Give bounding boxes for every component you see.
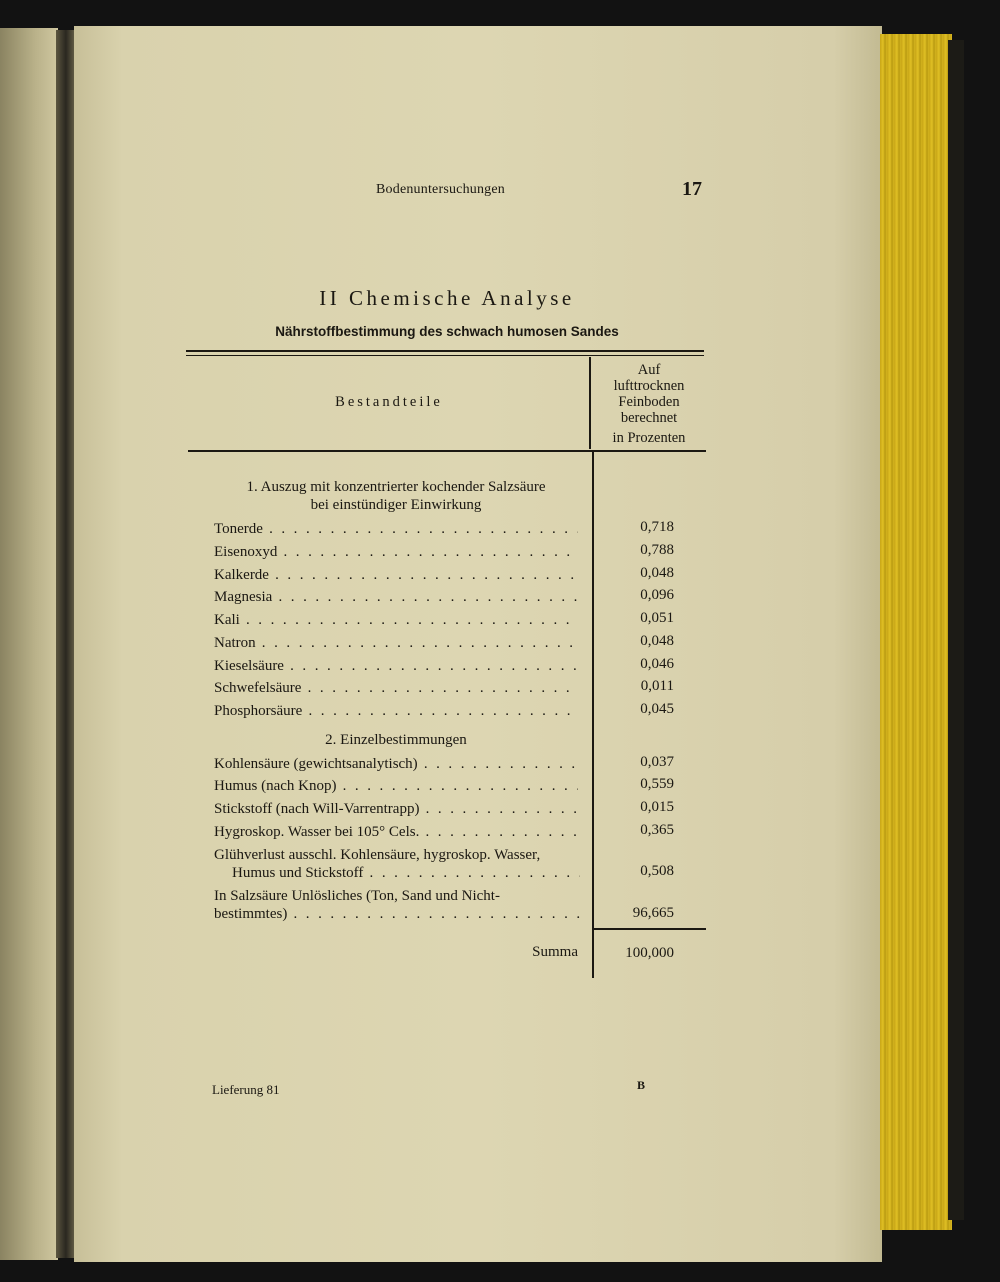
page-number: 17 <box>682 178 702 200</box>
total-label: Summa <box>532 944 578 960</box>
gilt-page-edges <box>880 34 952 1230</box>
page-title: II Chemische Analyse <box>319 286 575 310</box>
table-top-rule-thin <box>186 355 704 356</box>
footer-signature-mark: B <box>637 1078 646 1092</box>
table-row-label: Magnesia . . . <box>214 588 578 606</box>
table-row-label: Kalkerde . . . <box>214 566 578 584</box>
section-heading-line: bei einstündiger Einwirkung <box>310 497 482 513</box>
header-bottom-rule <box>188 450 706 452</box>
table-row-label: Kohlensäure (gewichtsanalytisch) . . . <box>214 755 578 773</box>
table-row-value: 0,011 <box>640 678 674 694</box>
table-row-value: 0,559 <box>640 776 674 792</box>
body-column-divider <box>592 452 594 978</box>
table-row-label: Humus (nach Knop) . . . <box>214 777 578 795</box>
table-row-value: 96,665 <box>632 905 674 921</box>
table-row-label: Stickstoff (nach Will-Varrentrapp) . . . <box>214 800 578 818</box>
section-heading-2: 2. Einzelbestimmungen <box>325 732 467 748</box>
table-row-value: 0,015 <box>640 799 674 815</box>
running-head: Bodenuntersuchungen <box>376 182 505 197</box>
column-header-line: berechnet <box>620 410 678 426</box>
table-top-rule <box>186 350 704 352</box>
book-cover-edge <box>948 40 964 1220</box>
table-row-label-line: Humus und Stickstoff . . . <box>214 864 580 882</box>
page-subtitle: Nährstoffbestimmung des schwach humosen Sandes <box>275 324 619 339</box>
table-row-label: Natron . . . <box>214 634 578 652</box>
table-row-value: 0,508 <box>640 863 674 879</box>
footer-signature: Lieferung 81 <box>212 1082 280 1097</box>
section-heading-1 <box>212 478 580 514</box>
column-header-line: lufttrocknen <box>613 378 685 394</box>
table-row-value: 0,048 <box>640 565 674 581</box>
table-row-value: 0,045 <box>640 701 674 717</box>
table-row-label: Schwefelsäure . . . <box>214 679 578 697</box>
table-row-label-line: In Salzsäure Unlösliches (Ton, Sand und Nicht- <box>214 888 500 904</box>
table-row-label: Eisenoxyd . . . <box>214 543 578 561</box>
table-row-value: 0,051 <box>640 610 674 626</box>
table-row-label-multiline <box>214 846 580 882</box>
table-row-value: 0,365 <box>640 822 674 838</box>
table-row-label: Kali . . . <box>214 611 578 629</box>
table-row-value: 0,048 <box>640 633 674 649</box>
column-header-line: in Prozenten <box>612 430 686 446</box>
table-row-label-multiline <box>214 887 580 923</box>
table-row-value: 0,046 <box>640 656 674 672</box>
table-row-label-line: bestimmtes) . . . <box>214 905 580 923</box>
facing-page-edge <box>0 28 58 1260</box>
table-row-label: Hygroskop. Wasser bei 105° Cels. . . . <box>214 823 578 841</box>
column-header-prozent <box>596 362 702 446</box>
table-row-label: Kieselsäure . . . <box>214 657 578 675</box>
table-row-value: 0,718 <box>640 519 674 535</box>
table-row-label: Tonerde . . . <box>214 520 578 538</box>
table-row-value: 0,096 <box>640 587 674 603</box>
total-value: 100,000 <box>625 945 674 961</box>
header-column-divider <box>589 357 591 449</box>
table-row-value: 0,788 <box>640 542 674 558</box>
section-heading-line: 1. Auszug mit konzentrierter kochender Salzsäure <box>246 479 546 495</box>
table-row-value: 0,037 <box>640 754 674 770</box>
table-row-label: Phosphorsäure . . . <box>214 702 578 720</box>
total-rule <box>594 928 706 930</box>
table-row-label-line: Glühverlust ausschl. Kohlensäure, hygroskop. Wasser, <box>214 847 541 863</box>
column-header-line: Auf <box>637 362 661 378</box>
column-header-line: Feinboden <box>618 394 680 410</box>
column-header-bestandteile: Bestandteile <box>335 394 443 410</box>
